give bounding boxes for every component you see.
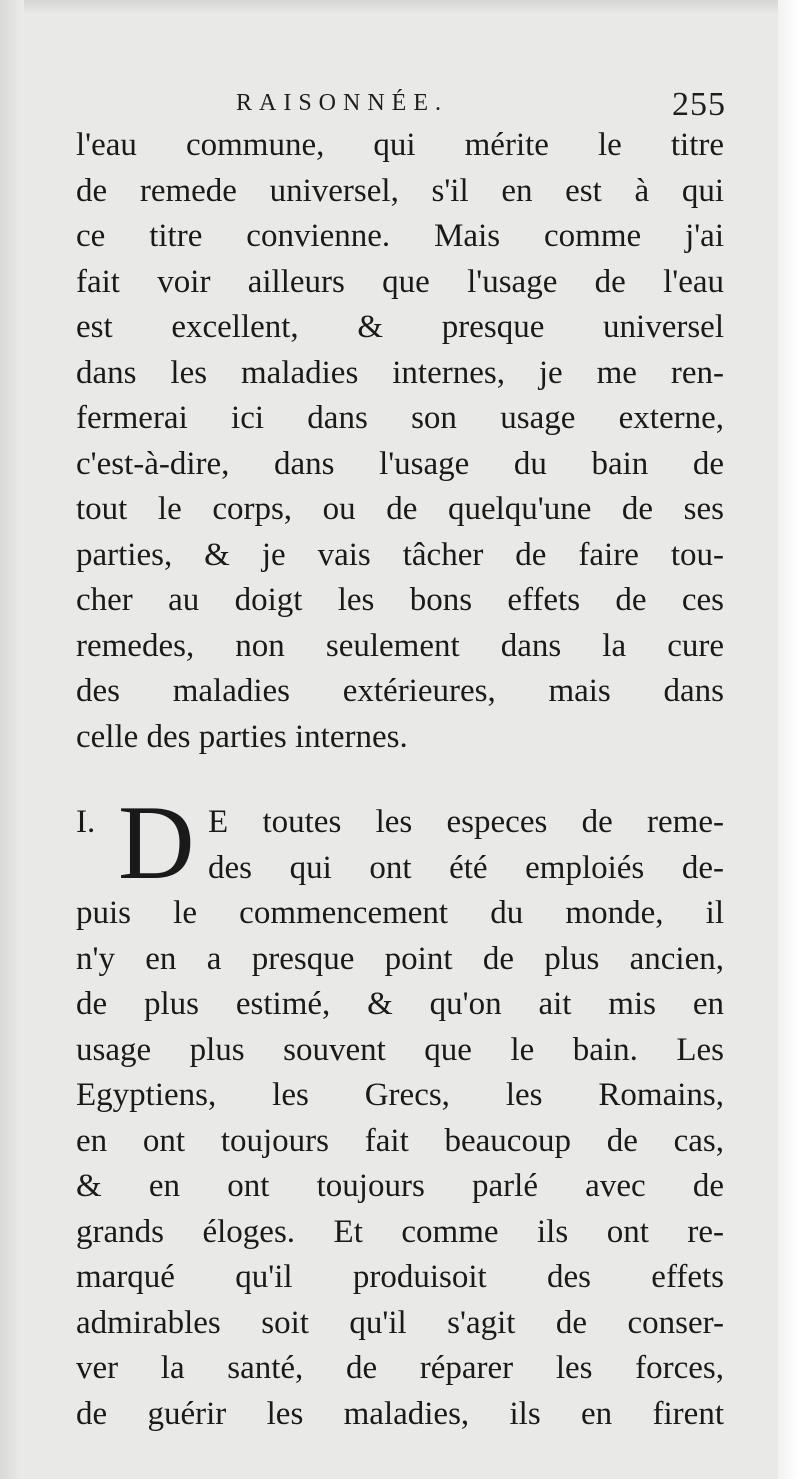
text-line: Egyptiens, les Grecs, les Romains, <box>76 1077 724 1113</box>
paragraph-2 <box>76 784 724 1437</box>
text-line: parties, & je vais tâcher de faire tou- <box>76 536 724 573</box>
paragraph-1 <box>76 123 724 760</box>
text-line: usage plus souvent que le bain. Les <box>76 1031 724 1068</box>
text-line: E toutes les especes de reme- <box>208 804 724 840</box>
text-line: ce titre convienne. Mais comme j'ai <box>76 218 724 254</box>
text-line: en ont toujours fait beaucoup de cas, <box>76 1122 724 1159</box>
text-line: c'est-à-dire, dans l'usage du bain de <box>76 445 724 482</box>
text-line: des qui ont été emploiés de- <box>208 849 724 886</box>
running-head <box>236 86 726 126</box>
page-number: 255 <box>672 86 726 123</box>
text-line: grands éloges. Et comme ils ont re- <box>76 1213 724 1250</box>
text-line: n'y en a presque point de plus ancien, <box>76 940 724 977</box>
drop-cap-lines <box>208 800 724 891</box>
text-line: fait voir ailleurs que l'usage de l'eau <box>76 263 724 300</box>
text-line: ver la santé, de réparer les forces, <box>76 1350 724 1386</box>
page-left-shadow <box>0 0 24 1479</box>
text-line: puis le commencement du monde, il <box>76 895 724 931</box>
page-top-edge <box>0 0 800 16</box>
text-line: de guérir les maladies, ils en firent <box>76 1395 724 1432</box>
section-start <box>76 784 724 901</box>
text-line: est excellent, & presque universel <box>76 309 724 345</box>
section-number: I. <box>76 804 96 840</box>
text-line: tout le corps, ou de quelqu'une de ses <box>76 491 724 527</box>
text-line: l'eau commune, qui mérite le titre <box>76 127 724 163</box>
text-line: & en ont toujours parlé avec de <box>76 1168 724 1204</box>
text-line: marqué qu'il produisoit des effets <box>76 1259 724 1295</box>
text-line: cher au doigt les bons effets de ces <box>76 582 724 618</box>
text-line: celle des parties internes. <box>76 718 408 755</box>
text-line: de remede universel, s'il en est à qui <box>76 172 724 209</box>
page-right-edge <box>778 0 800 1479</box>
text-line: des maladies extérieures, mais dans <box>76 673 724 709</box>
drop-cap-letter: D <box>118 784 195 901</box>
running-title: RAISONNÉE. <box>236 90 448 116</box>
text-line: admirables soit qu'il s'agit de conser- <box>76 1304 724 1341</box>
text-line: de plus estimé, & qu'on ait mis en <box>76 986 724 1022</box>
text-line: fermerai ici dans son usage externe, <box>76 400 724 436</box>
text-line: dans les maladies internes, je me ren- <box>76 354 724 391</box>
text-line: remedes, non seulement dans la cure <box>76 627 724 664</box>
